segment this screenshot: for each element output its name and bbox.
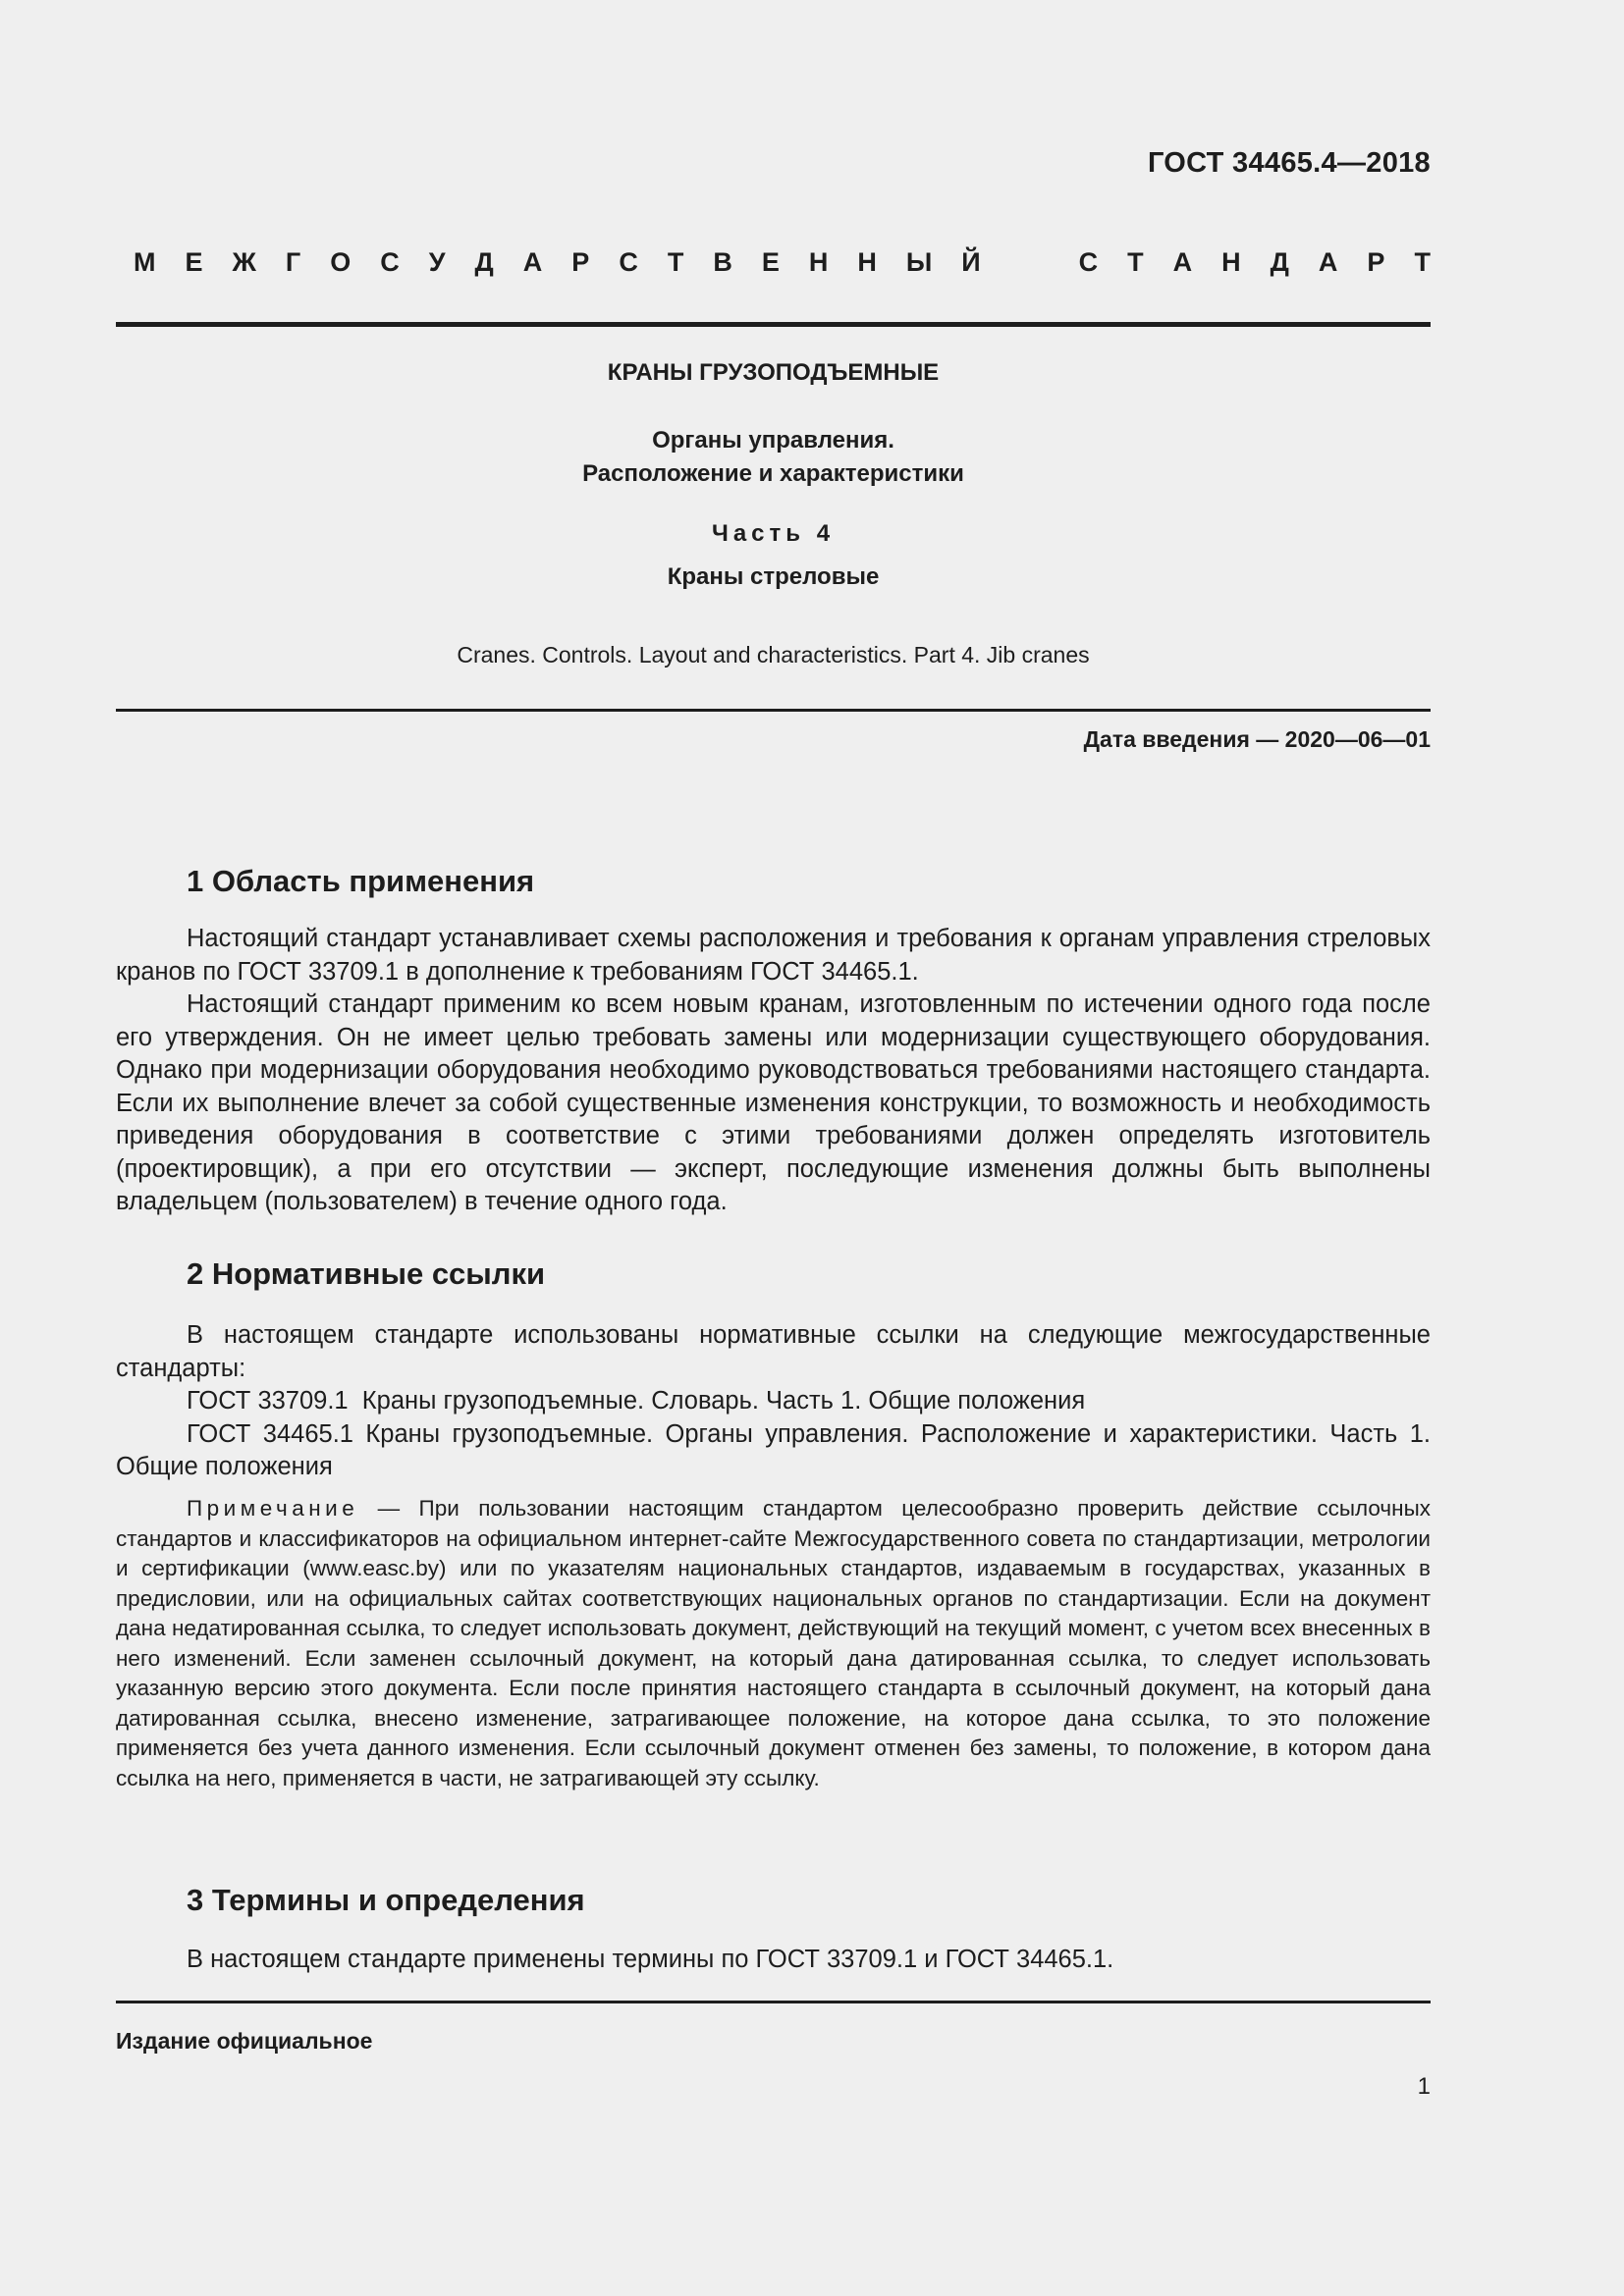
- section-1-paragraph-1: Настоящий стандарт устанавливает схемы расположения и требования к органам управления стреловых кранов по ГОСТ 33709.1 в дополнение к требованиям ГОСТ 34465.1.: [116, 925, 1431, 986]
- page-number: 1: [1417, 2073, 1431, 2100]
- section-3-body: [116, 1944, 1431, 1977]
- standard-type-letter: А: [1318, 247, 1338, 277]
- edition-label: Издание официальное: [116, 2028, 373, 2054]
- standard-type-letter: Е: [185, 247, 203, 277]
- standard-type-letter: А: [1172, 247, 1193, 277]
- standard-type-heading: [134, 247, 1431, 278]
- note-label: Примечание: [187, 1496, 359, 1521]
- reference-1: ГОСТ 33709.1 Краны грузоподъемные. Словарь. Часть 1. Общие положения: [187, 1387, 1086, 1415]
- section-1-heading: 1 Область применения: [187, 864, 535, 898]
- document-title: КРАНЫ ГРУЗОПОДЪЕМНЫЕ: [607, 359, 940, 386]
- document-page: [116, 0, 1431, 2296]
- standard-type-letter: С: [1078, 247, 1099, 277]
- section-2-heading: 2 Нормативные ссылки: [187, 1256, 546, 1291]
- part-number: Часть 4: [711, 520, 836, 547]
- reference-2: ГОСТ 34465.1 Краны грузоподъемные. Органы управления. Расположение и характеристики. Часть 1. Общие положения: [116, 1419, 1431, 1480]
- footer-rule: [116, 2001, 1431, 2003]
- section-1-paragraph-2: Настоящий стандарт применим ко всем новым кранам, изготовленным по истечении одного года после его утверждения. Он не имеет целью требовать замены или модернизации существующего оборудования. Однако при модернизации оборудования необходимо руководствоваться требованиями настоящего стандарта. Если их выполнение влечет за собой существенные изменения конструкции, то возможность и необходимость приведения оборудования в соответствие с этими требованиями должен определять изготовитель (проектировщик), а при его отсутствии — эксперт, последующие изменения должны быть выполнены владельцем (пользователем) в течение одного года.: [116, 990, 1431, 1215]
- document-number: ГОСТ 34465.4—2018: [1147, 147, 1431, 179]
- section-3-heading: 3 Термины и определения: [187, 1883, 585, 1917]
- standard-type-letter: Т: [667, 247, 684, 277]
- standard-type-letter: В: [713, 247, 732, 277]
- standard-type-letter: С: [380, 247, 400, 277]
- standard-type-letter: Н: [857, 247, 877, 277]
- part-name: Краны стреловые: [667, 563, 880, 590]
- standard-type-letter: А: [522, 247, 543, 277]
- standard-type-letter: Д: [1270, 247, 1289, 277]
- header-rule: [116, 322, 1431, 327]
- standard-type-letter: У: [428, 247, 446, 277]
- standard-type-letter: С: [619, 247, 638, 277]
- section-2-paragraph-1: В настоящем стандарте использованы нормативные ссылки на следующие межгосударственные стандарты:: [116, 1321, 1431, 1382]
- standard-type-letter: О: [330, 247, 352, 277]
- standard-type-letter: Й: [961, 247, 981, 277]
- section-1-body: [116, 923, 1431, 1219]
- subtitle-line-2: Расположение и характеристики: [582, 460, 964, 487]
- note-text: — При пользовании настоящим стандартом целесообразно проверить действие ссылочных стандартов и классификаторов на официальном интернет-сайте Межгосударственного совета по стандартизации, метрологии и сертификации (www.easc.by) или по указателям национальных стандартов, издаваемым в государствах, указанных в предисловии, или на официальных сайтах соответствующих национальных органов по стандартизации. Если на документ дана недатированная ссылка, то следует использовать документ, действующий на текущий момент, с учетом всех внесенных в него изменений. Если заменен ссылочный документ, на который дана датированная ссылка, то следует использовать указанную версию этого документа. Если после принятия настоящего стандарта в ссылочный документ, на который дана датированная ссылка, внесено изменение, затрагивающее положение, на которое дана ссылка, то это положение применяется без учета данного изменения. Если ссылочный документ отменен без замены, то положение, в котором дана ссылка на него, применяется в части, не затрагивающей эту ссылку.: [116, 1496, 1431, 1790]
- introduction-date: Дата введения — 2020—06—01: [1083, 726, 1431, 752]
- subtitle-line-1: Органы управления.: [652, 427, 894, 454]
- standard-type-letter: Д: [474, 247, 494, 277]
- standard-type-letter: Н: [1221, 247, 1241, 277]
- standard-type-letter: Т: [1414, 247, 1431, 277]
- title-rule: [116, 709, 1431, 712]
- section-3-paragraph-1: В настоящем стандарте применены термины по ГОСТ 33709.1 и ГОСТ 34465.1.: [187, 1946, 1114, 1973]
- section-2-note: [116, 1494, 1431, 1793]
- english-title: Cranes. Controls. Layout and characteristics. Part 4. Jib cranes: [457, 642, 1090, 667]
- standard-type-letter: Е: [761, 247, 780, 277]
- standard-type-letter: Ы: [905, 247, 933, 277]
- standard-type-letter: М: [134, 247, 156, 277]
- standard-type-letter: Т: [1127, 247, 1144, 277]
- standard-type-letter: Ж: [232, 247, 256, 277]
- section-2-body: [116, 1319, 1431, 1484]
- word-spacer: [1010, 247, 1050, 278]
- standard-type-letter: Р: [1367, 247, 1385, 277]
- standard-type-letter: Г: [285, 247, 301, 277]
- document-subtitle: [116, 424, 1431, 491]
- standard-type-letter: Н: [808, 247, 829, 277]
- standard-type-letter: Р: [571, 247, 590, 277]
